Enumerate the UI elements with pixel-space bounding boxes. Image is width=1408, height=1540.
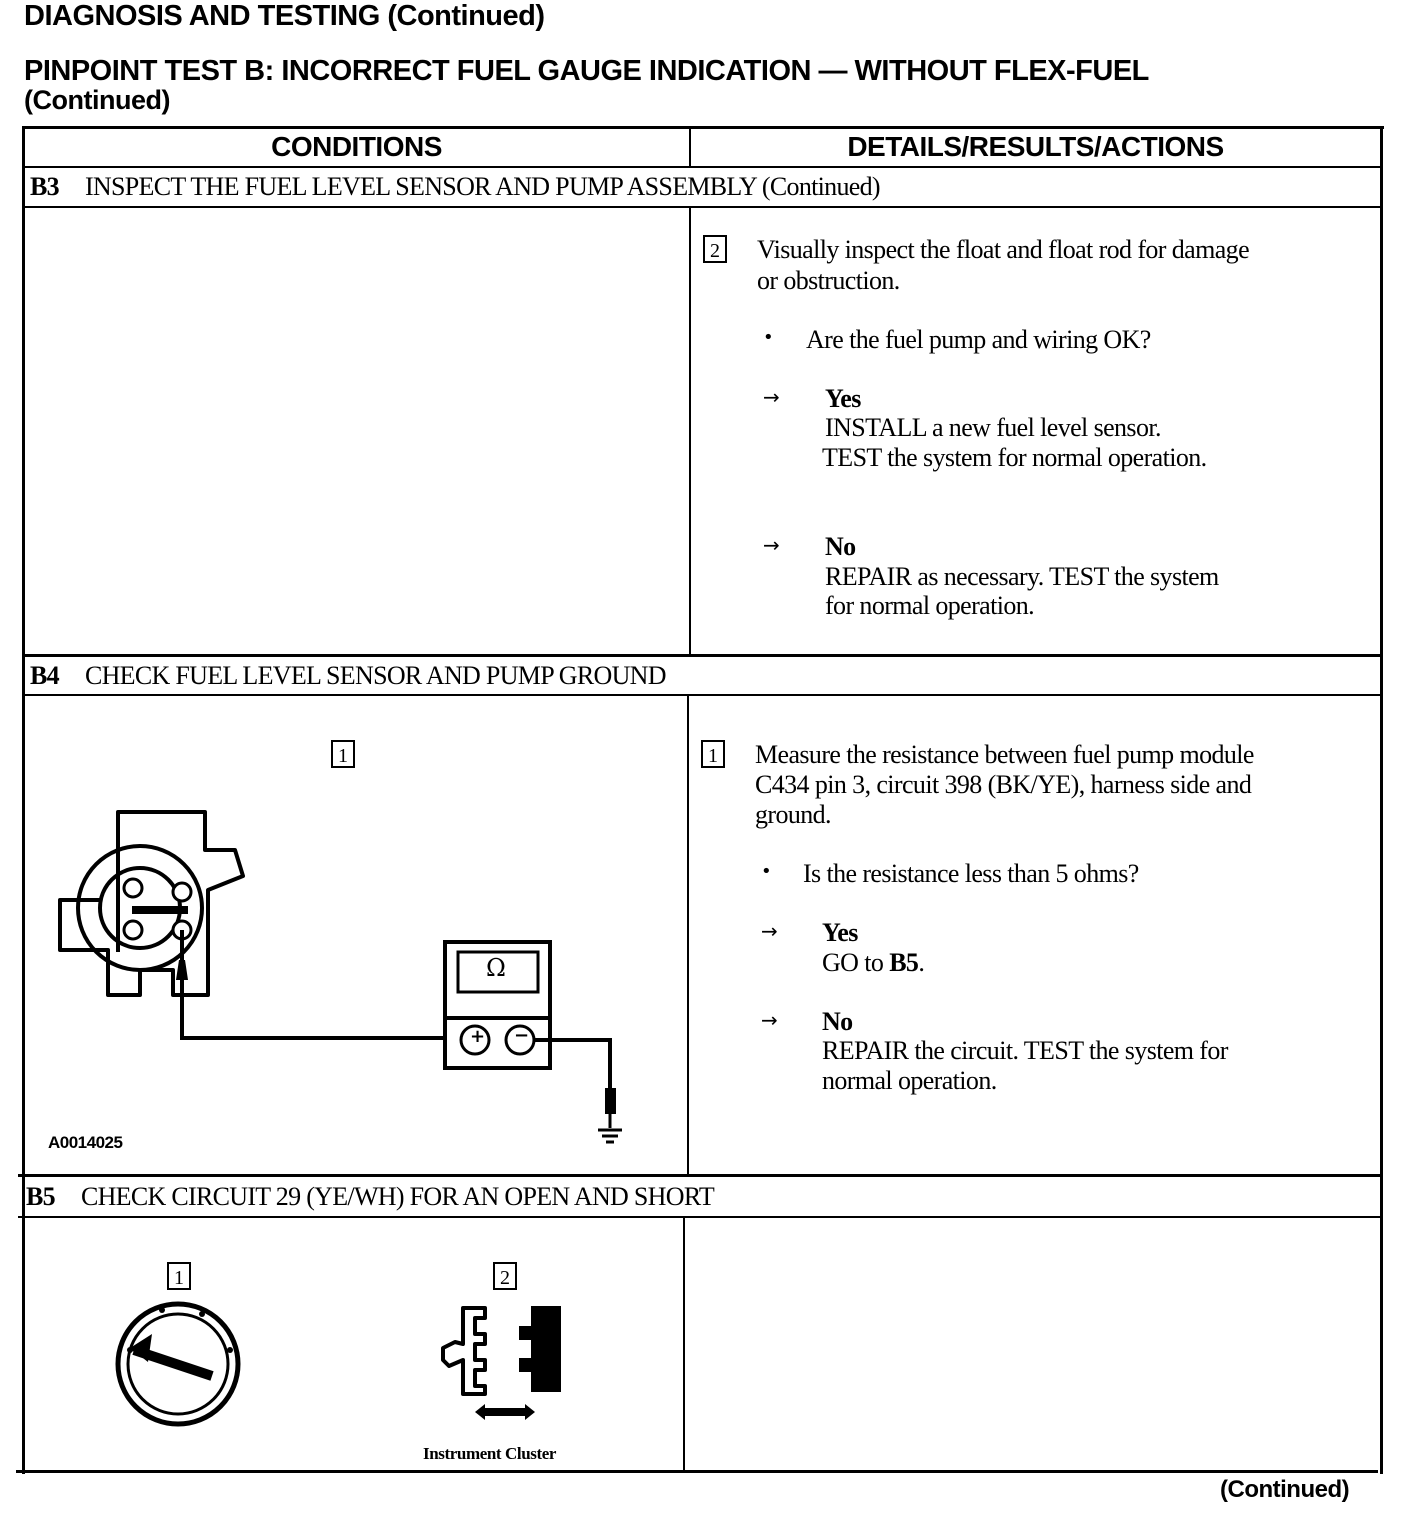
goto-step-link[interactable]: B5 [889,948,919,977]
no-label: No [822,1007,853,1036]
row-divider [22,166,1383,168]
connector-pin [124,879,142,897]
step-number-box: 1 [701,740,725,768]
pinpoint-test-title: PINPOINT TEST B: INCORRECT FUEL GAUGE INDICATION — WITHOUT FLEX-FUEL [24,55,1149,87]
no-action: for normal operation. [825,591,1035,620]
column-header-conditions: CONDITIONS [271,131,442,162]
plus-symbol: + [470,1026,486,1047]
pinpoint-test-continued: (Continued) [24,85,170,115]
connector-pin [124,921,142,939]
test-lead-positive [182,930,458,1038]
step-number-box: 2 [703,235,727,263]
no-label: No [825,532,856,561]
step-header-b3 [30,172,880,202]
yes-action-text: . [918,948,925,977]
instruction-line: Measure the resistance between fuel pump module [755,740,1254,769]
column-header-details: DETAILS/RESULTS/ACTIONS [847,131,1224,162]
step-header-b5 [26,1182,714,1212]
row-divider [18,1174,1383,1177]
minus-symbol: − [514,1025,530,1046]
yes-label: Yes [822,918,858,947]
no-action: REPAIR as necessary. TEST the system [825,562,1219,591]
step-title: CHECK FUEL LEVEL SENSOR AND PUMP GROUND [84,661,666,690]
fuel-pump-ohmmeter-diagram [40,800,660,1160]
instrument-cluster-connector-icon [435,1300,575,1430]
ohm-symbol: Ω [486,954,506,982]
arrow-right-icon: → [761,1008,778,1032]
yes-action: INSTALL a new fuel level sensor. [825,413,1161,442]
connector-key [132,906,188,914]
arrow-right-icon: → [763,385,780,409]
table-border-left [22,126,25,1474]
step-id: B5 [26,1182,55,1211]
ignition-switch-icon [110,1296,250,1436]
instruction-line: Visually inspect the float and float rod for damage [757,235,1250,264]
ground-probe [605,1088,616,1114]
instruction-line: or obstruction. [757,266,900,295]
instruction-line: C434 pin 3, circuit 398 (BK/YE), harness side and [755,770,1252,799]
row-divider [22,654,1383,657]
question: Is the resistance less than 5 ohms? [803,859,1139,888]
step-title: INSPECT THE FUEL LEVEL SENSOR AND PUMP ASSEMBLY (Continued) [84,172,880,201]
column-divider [687,694,689,1176]
yes-action-text: GO to [822,948,890,977]
column-divider [689,206,691,656]
figure-step-box: 1 [167,1262,191,1290]
connector-pin [173,883,191,901]
continued-footer: (Continued) [1220,1476,1350,1503]
arrow-right-icon: → [763,533,780,557]
instrument-cluster-label: Instrument Cluster [423,1444,557,1463]
row-divider [18,1216,1383,1218]
step-header-b4 [30,661,666,691]
step-title: CHECK CIRCUIT 29 (YE/WH) FOR AN OPEN AND SHORT [80,1182,715,1211]
figure-step-box: 1 [331,740,355,768]
table-border-right [1380,126,1383,1474]
instruction-line: ground. [755,800,831,829]
step-id: B3 [30,172,59,201]
bullet-icon: • [761,861,772,882]
step-id: B4 [30,661,59,690]
figure-code: A0014025 [48,1133,123,1152]
question: Are the fuel pump and wiring OK? [806,325,1151,354]
column-divider [683,1216,685,1472]
row-divider [22,694,1383,696]
arrow-right-icon: → [761,919,778,943]
no-action: normal operation. [822,1066,997,1095]
no-action: REPAIR the circuit. TEST the system for [822,1036,1228,1065]
yes-action: TEST the system for normal operation. [822,443,1207,472]
yes-action [822,948,924,978]
figure-step-box: 2 [493,1262,517,1290]
page-title: DIAGNOSIS AND TESTING (Continued) [24,0,545,32]
probe-tip [176,960,188,980]
bullet-icon: • [763,327,774,348]
table-border-bottom [16,1470,1378,1473]
row-divider [22,206,1383,208]
yes-label: Yes [825,384,861,413]
